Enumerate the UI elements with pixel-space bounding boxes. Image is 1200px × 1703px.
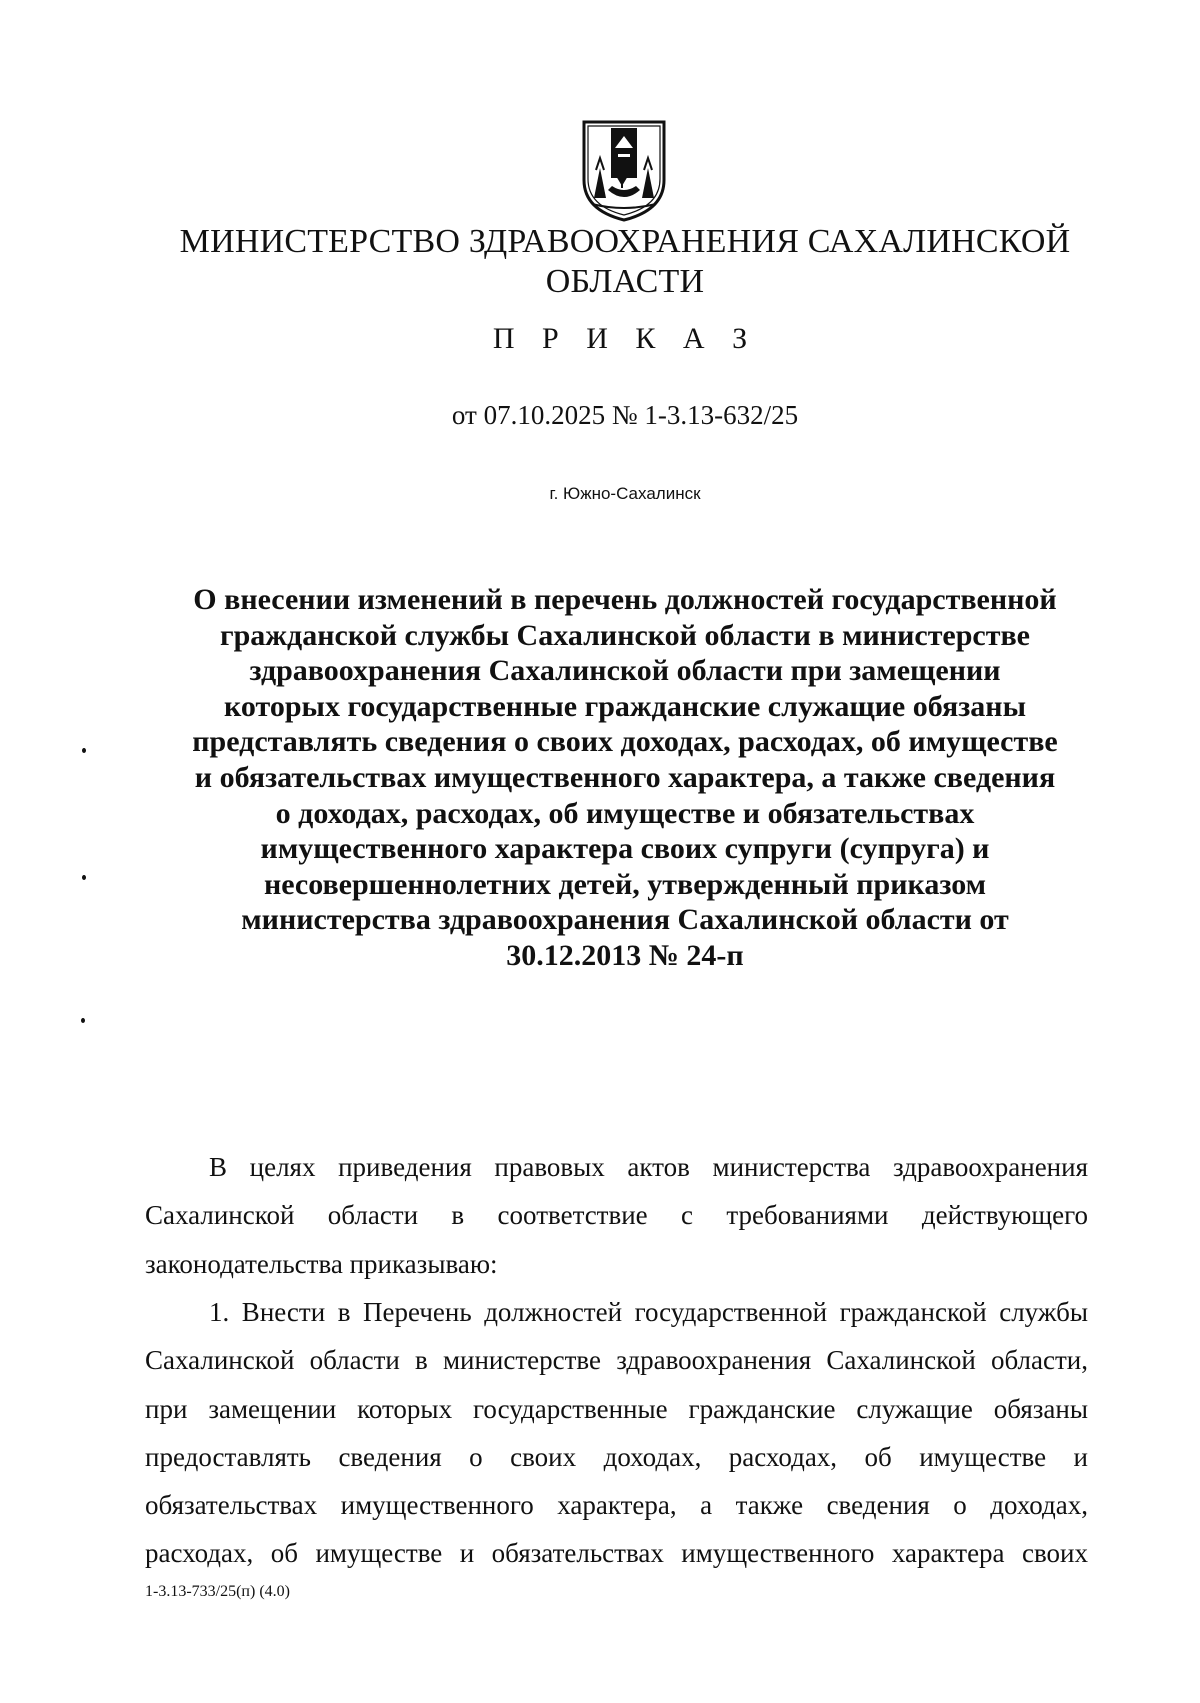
paragraph-line: законодательства приказываю: — [145, 1248, 498, 1279]
document-title — [125, 582, 1125, 974]
title-line: здравоохранения Сахалинской области при замещении — [249, 654, 1001, 688]
document-type: П Р И К А З — [492, 322, 758, 355]
title-line: 30.12.2013 № 24-п — [506, 938, 744, 972]
ministry-name-line1: МИНИСТЕРСТВО ЗДРАВООХРАНЕНИЯ САХАЛИНСКОЙ — [179, 223, 1071, 260]
title-line: несовершеннолетних детей, утвержденный приказом — [263, 867, 987, 901]
paragraph-line: при замещении которых государственные гражданские служащие обязаны — [145, 1393, 1088, 1424]
paragraph-line: Сахалинской области в соответствие с требованиями действующего — [145, 1200, 1088, 1231]
scan-speck — [82, 875, 86, 880]
paragraph-preamble — [145, 1143, 1088, 1288]
paragraph-item-1 — [145, 1288, 1088, 1578]
title-line: и обязательствах имущественного характера, а также сведения — [194, 760, 1056, 794]
paragraph-line: 1. Внести в Перечень должностей государственной гражданской службы — [209, 1297, 1088, 1327]
title-line: представлять сведения о своих доходах, расходах, об имуществе — [192, 725, 1058, 759]
coat-of-arms-icon — [578, 118, 670, 222]
title-line: которых государственные гражданские служащие обязаны — [224, 689, 1026, 723]
paragraph-line: обязательствах имущественного характера, а также сведения о доходах, — [145, 1490, 1088, 1521]
title-line: О внесении изменений в перечень должностей государственной — [193, 583, 1057, 616]
paragraph-line: расходах, об имуществе и обязательствах имущественного характера своих — [145, 1538, 1088, 1569]
title-line: министерства здравоохранения Сахалинской области от — [241, 903, 1009, 937]
city: г. Южно-Сахалинск — [549, 484, 701, 503]
ministry-name-line2: ОБЛАСТИ — [545, 263, 705, 300]
paragraph-line: Сахалинской области в министерстве здравоохранения Сахалинской области, — [145, 1345, 1088, 1376]
document-code: 1-3.13-733/25(п) (4.0) — [145, 1583, 290, 1600]
scan-speck — [82, 748, 86, 753]
title-line: имущественного характера своих супруги (супруга) и — [260, 832, 990, 866]
paragraph-line: предоставлять сведения о своих доходах, расходах, об имуществе и — [145, 1441, 1088, 1472]
order-number: от 07.10.2025 № 1-3.13-632/25 — [451, 400, 799, 430]
title-line: гражданской службы Сахалинской области в министерстве — [220, 618, 1030, 652]
paragraph-line: В целях приведения правовых актов министерства здравоохранения — [209, 1152, 1088, 1182]
title-line: о доходах, расходах, об имуществе и обязательствах — [275, 796, 975, 830]
scan-speck — [81, 1018, 85, 1023]
